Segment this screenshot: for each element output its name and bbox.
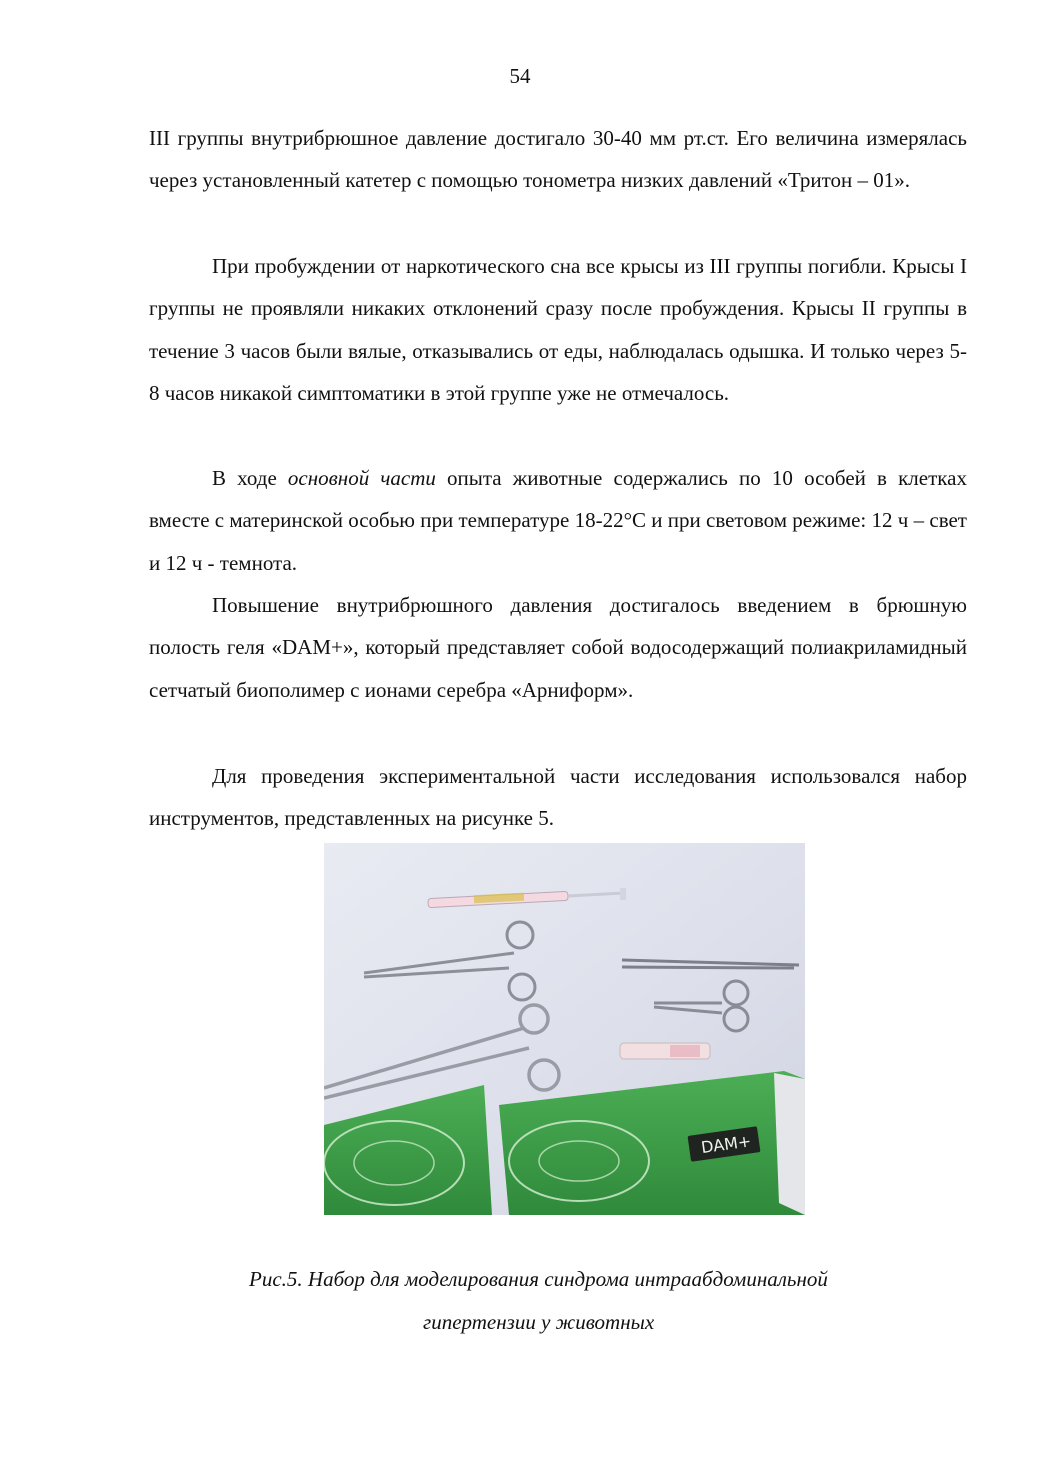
paragraph-2	[149, 245, 967, 415]
paragraph-4	[149, 584, 967, 711]
caption-line-2: гипертензии у животных	[423, 1310, 655, 1334]
paragraph-1-text: III группы внутрибрюшное давление достигало 30-40 мм рт.ст. Его величина измерялась через установленный катетер с помощью тонометра низких давлений «Тритон – 01».	[149, 126, 967, 193]
paragraph-3-text	[149, 457, 967, 584]
paragraph-1	[149, 117, 967, 202]
caption-line-1: Рис.5. Набор для моделирования синдрома интраабдоминальной	[249, 1267, 828, 1291]
paragraph-3-emphasis: основной части	[287, 466, 436, 490]
dam-logo-text: DAM+	[699, 1131, 753, 1158]
paragraph-3	[149, 457, 967, 584]
paragraph-4-text: Повышение внутрибрюшного давления достигалось введением в брюшную полость геля «DAM+», который представляет собой водосодержащий полиакриламидный сетчатый биополимер с ионами серебра «Арниформ».	[149, 593, 967, 702]
figure-caption	[149, 1258, 1029, 1344]
instruments-photo-illustration	[324, 843, 805, 1215]
page-number: 54	[509, 64, 531, 88]
paragraph-2-text: При пробуждении от наркотического сна все крысы из III группы погибли. Крысы I группы не проявляли никаких отклонений сразу после пробуждения. Крысы II группы в течение 3 часов были вялые, отказывались от еды, наблюдалась одышка. И только через 5-8 часов никакой симптоматики в этой группе уже не отмечалось.	[149, 254, 967, 406]
paragraph-5-text: Для проведения экспериментальной части исследования использовался набор инструментов, представленных на рисунке 5.	[149, 764, 967, 831]
paragraph-3-rest: опыта животные содержались по 10 особей в клетках вместе с материнской особью при температуре 18-22°С и при световом режиме: 12 ч – свет и 12 ч - темнота.	[149, 466, 967, 575]
paragraph-3-lead: В ходе	[212, 466, 288, 490]
gel-tube-icon	[620, 1043, 710, 1059]
paragraph-5	[149, 755, 967, 840]
figure-instruments-photo	[324, 843, 805, 1215]
